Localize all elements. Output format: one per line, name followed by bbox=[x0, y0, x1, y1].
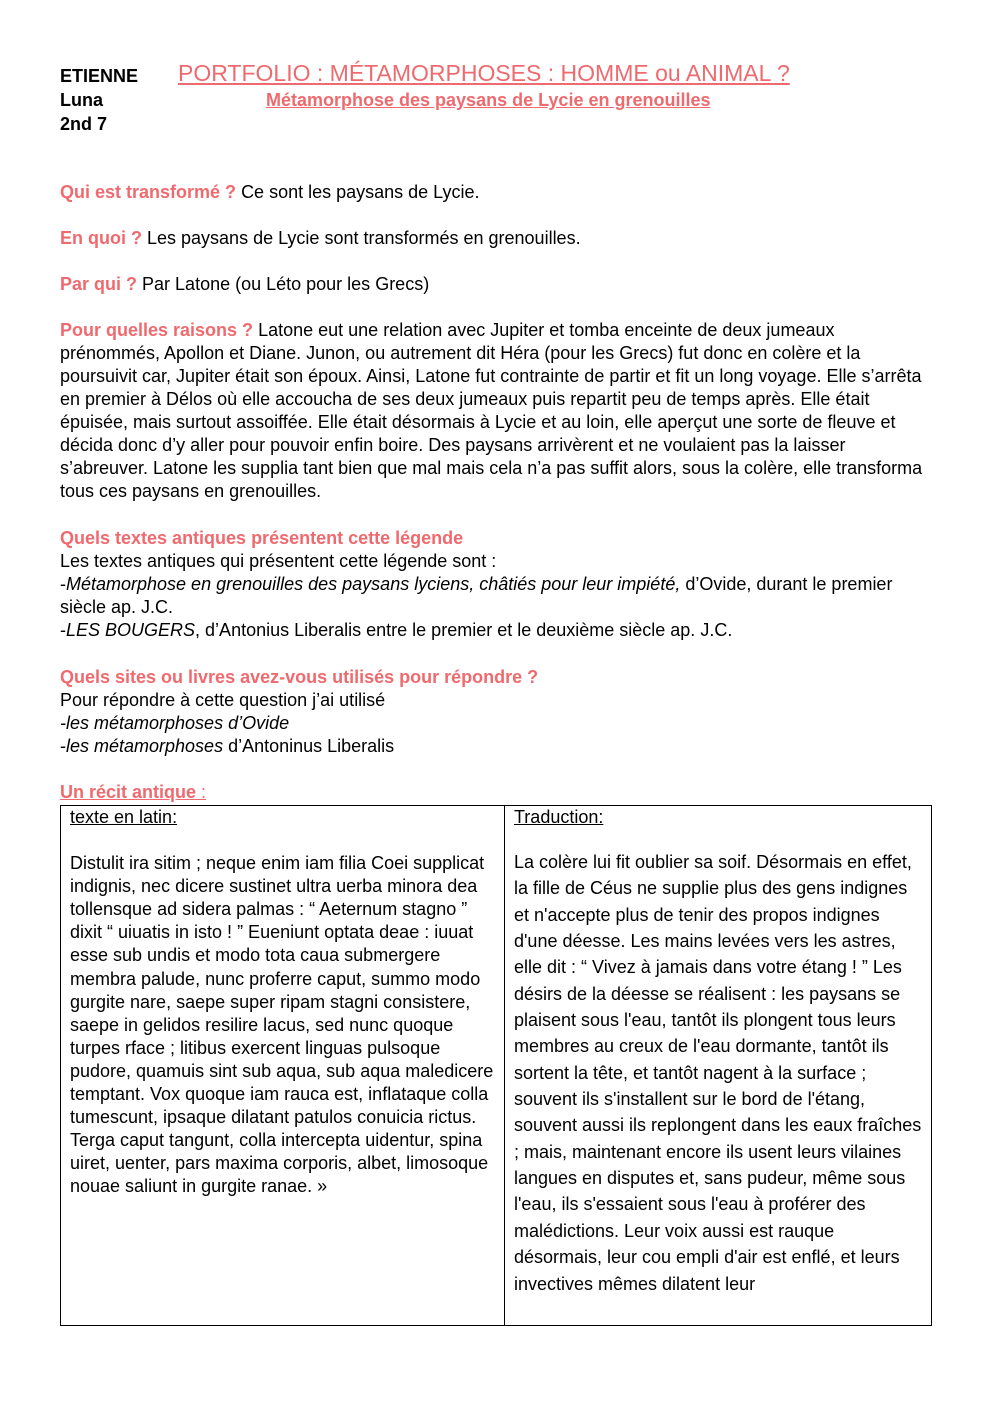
work-title: Métamorphose en grenouilles des paysans lyciens, châtiés pour leur impiété, bbox=[66, 574, 681, 594]
question-label: Par qui ? bbox=[60, 274, 138, 294]
text-table bbox=[60, 805, 932, 1326]
source-1: -les métamorphoses d’Ovide bbox=[60, 713, 290, 733]
latin-column-header: texte en latin: bbox=[70, 807, 178, 827]
answer-text: Par Latone (ou Léto pour les Grecs) bbox=[142, 274, 430, 294]
translation-column-header: Traduction: bbox=[513, 807, 604, 827]
answer-text: Les paysans de Lycie sont transformés en grenouilles. bbox=[147, 228, 581, 248]
qa-by-whom bbox=[60, 273, 940, 296]
question-label: Qui est transformé ? bbox=[60, 182, 237, 202]
work-title: les métamorphoses bbox=[66, 736, 224, 756]
answer-intro: Pour répondre à cette question j’ai utilisé bbox=[60, 690, 386, 710]
student-firstname: Luna bbox=[60, 90, 103, 110]
source-2: -les métamorphoses d’Antoninus Liberalis bbox=[60, 736, 395, 756]
question-label: Quels textes antiques présentent cette légende bbox=[60, 528, 464, 548]
text-reference-2: -LES BOUGERS, d’Antonius Liberalis entre le premier et le deuxième siècle ap. J.C. bbox=[60, 620, 733, 640]
work-title: LES BOUGERS bbox=[66, 620, 196, 640]
student-surname: ETIENNE bbox=[60, 66, 139, 86]
translation-text: La colère lui fit oublier sa soif. Désormais en effet, la fille de Céus ne supplie plus des gens indignes et n'accepte plus de tenir des propos indignes d'une déesse. Les mains levées vers les astres, elle dit : “ Vivez à jamais dans votre étang ! ” Les désirs de la déesse se réalisent : les paysans se plaisent sous l'eau, tantôt ils plongent tous leurs membres au creux de l'eau dormante, tantôt ils sortent la tête, et tantôt nagent à la surface ; souvent ils s'installent sur le bord de l'étang, souvent aussi ils replongent dans les eaux fraîches ; mais, maintenant encore ils usent leurs vilaines langues en disputes et, sans pudeur, même sous l'eau, ils s'essaient sous l'eau à proférer des malédictions. Leur voix aussi est rauque désormais, leur cou empli d'air est enflé, et leurs invectives mêmes dilatent leur bbox=[513, 852, 922, 1294]
page-title: PORTFOLIO : MÉTAMORPHOSES : HOMME ou ANIMAL ? bbox=[178, 60, 790, 86]
translation-column bbox=[505, 806, 931, 1325]
answer-text: Latone eut une relation avec Jupiter et tomba enceinte de deux jumeaux prénommés, Apollon et Diane. Junon, ou autrement dit Héra (pour les Grecs) fut donc en colère et la poursuivit car, Jupiter était son époux. Ainsi, Latone fut contrainte de partir et fit un long voyage. Elle s’arrêta en premier à Délos où elle accoucha de ses deux jumeaux puis repartit peu de temps après. Elle était épuisée, mais surtout assoiffée. Elle était désormais à Lycie et au loin, elle aperçut une sorte de fleuve et décida donc d’y aller pour pouvoir enfin boire. Des paysans arrivèrent et ne voulaient pas la laisser s’abreuver. Latone les supplia tant bien que mal mais cela n’a pas suffit alors, sous la colère, elle transforma tous ces paysans en grenouilles. bbox=[60, 320, 923, 501]
qa-ancient-texts bbox=[60, 527, 940, 642]
qa-sources bbox=[60, 666, 940, 758]
question-label: Pour quelles raisons ? bbox=[60, 320, 254, 340]
qa-who bbox=[60, 181, 940, 204]
answer-intro: Les textes antiques qui présentent cette légende sont : bbox=[60, 551, 497, 571]
answer-text: Ce sont les paysans de Lycie. bbox=[241, 182, 480, 202]
question-label: En quoi ? bbox=[60, 228, 142, 248]
page-subtitle: Métamorphose des paysans de Lycie en grenouilles bbox=[266, 90, 711, 110]
text-reference-1: -Métamorphose en grenouilles des paysans lyciens, châtiés pour leur impiété, d’Ovide, durant le premier siècle ap. J.C. bbox=[60, 574, 893, 617]
question-label: Quels sites ou livres avez-vous utilisés pour répondre ? bbox=[60, 667, 539, 687]
latin-text: Distulit ira sitim ; neque enim iam filia Coei supplicat indignis, nec dicere sustinet ultra uerba minora dea tollensque ad sidera palmas : “ Aeternum stagno ” dixit “ uiuatis in isto ! ” Eueniunt optata deae : iuuat esse sub undis et modo tota caua submergere membra palude, nunc proferre caput, summo modo gurgite nare, saepe super ripam stagni consistere, saepe in gelidos resilire lacus, sed nunc quoque turpes rface ; litibus exercent linguas pulsoque pudore, quamuis sint sub aqua, sub aqua maledicere temptant. Vox quoque iam rauca est, inflataque colla tumescunt, ipsaque dilatant patulos conuicia rictus. Terga caput tangunt, colla intercepta uidentur, spina uiret, uenter, pars maxima corporis, albet, limosoque nouae saliunt in gurgite ranae. » bbox=[70, 853, 494, 1197]
student-class: 2nd 7 bbox=[60, 114, 108, 134]
latin-column bbox=[61, 806, 505, 1325]
qa-reasons bbox=[60, 319, 935, 503]
qa-into-what bbox=[60, 227, 940, 250]
recit-heading: Un récit antique : bbox=[60, 782, 207, 802]
student-info bbox=[60, 64, 138, 136]
